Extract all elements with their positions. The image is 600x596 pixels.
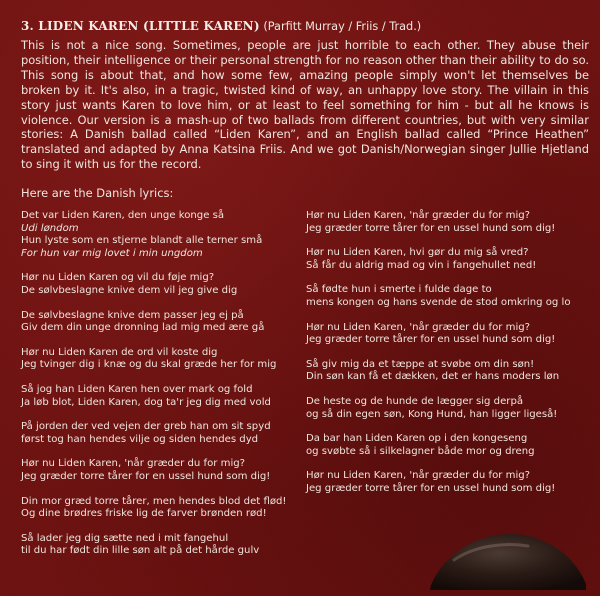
- lyric-line: Jeg tvinger dig i knæ og du skal græde her for mig: [21, 359, 277, 371]
- lyric-line: De heste og de hunde de lægger sig derpå: [306, 395, 524, 407]
- lyric-stanza: [306, 396, 596, 421]
- song-notes-text: This is not a nice song. Sometimes, people are just horrible to each other. They abuse their position, their intelligence or their personal strength for no reason other than their ability to do so. This song is about that, and how some few, amazing people simply won't let themselves be broken by it. It's also, in a tragic, twisted kind of way, an unhappy love story. The villain in this story just wants Karen to love him, or at least to feel something for him - but all he knows is violence. Our version is a mash-up of two ballads from different countries, but with very similar stories: A Danish ballad called “Liden Karen”, and an English ballad called “Prince Heathen” translated and adapted by Anna Katsina Friis. And we got Danish/Norwegian singer Jullie Hjetland to sing it with us for the record.: [21, 38, 589, 172]
- lyric-line: Hør nu Liden Karen, 'når græder du for mig?: [306, 210, 531, 221]
- lyric-line: Jeg græder torre tårer for en ussel hund som dig!: [306, 222, 556, 234]
- lyric-stanza: [306, 470, 596, 495]
- lyric-line: Hør nu Liden Karen, 'når græder du for mig?: [306, 321, 531, 333]
- lyrics-column-left: [21, 210, 296, 570]
- lyric-line: Det var Liden Karen, den unge konge så: [21, 210, 225, 221]
- hat-illustration: [424, 524, 592, 594]
- hat-crown: [430, 534, 586, 590]
- lyrics-column-right: [306, 210, 596, 508]
- lyric-line: til du har født din lille søn alt på det hårde gulv: [21, 545, 260, 557]
- lyric-stanza: [21, 496, 296, 521]
- lyric-line: Og dine brødres friske lig de farver brønden rød!: [21, 508, 267, 520]
- lyric-line: De sølvbeslagne knive dem passer jeg ej på: [21, 309, 244, 321]
- song-notes: [21, 38, 589, 172]
- lyric-stanza: [306, 322, 596, 347]
- lyric-line: Hør nu Liden Karen de ord vil koste dig: [21, 346, 218, 358]
- lyric-line: Hør nu Liden Karen, 'når græder du for mig?: [306, 470, 531, 482]
- lyric-stanza: [306, 247, 596, 272]
- lyric-line: Jeg græder torre tårer for en ussel hund som dig!: [306, 482, 556, 494]
- lyric-line: Så får du aldrig mad og vin i fangehullet ned!: [306, 259, 537, 271]
- song-title: 3. LIDEN KAREN (LITTLE KAREN): [21, 19, 260, 33]
- song-credits: (Parfitt Murray / Friis / Trad.): [263, 20, 422, 33]
- lyric-line: Da bar han Liden Karen op i den kongeseng: [306, 433, 528, 445]
- lyric-stanza: [21, 458, 296, 483]
- lyric-stanza: [21, 310, 296, 335]
- lyric-stanza: [306, 433, 596, 458]
- lyric-line: For hun var mig lovet i min ungdom: [21, 247, 203, 259]
- lyric-line: mens kongen og hans svende de stod omkring og lo: [306, 296, 571, 308]
- lyric-stanza: [21, 533, 296, 558]
- lyric-line: Jeg græder torre tårer for en ussel hund som dig!: [306, 334, 556, 346]
- lyric-line: Hør nu Liden Karen og vil du føje mig?: [21, 272, 215, 284]
- lyric-line: Jeg græder torre tårer for en ussel hund som dig!: [21, 470, 271, 482]
- lyric-line: Hun lyste som en stjerne blandt alle terner små: [21, 235, 263, 247]
- lyric-stanza: [21, 384, 296, 409]
- lyric-line: Så fødte hun i smerte i fulde dage to: [306, 284, 492, 296]
- lyric-line: Hør nu Liden Karen, 'når græder du for mig?: [21, 458, 246, 470]
- lyric-line: og svøbte så i silkelagner både mor og dreng: [306, 445, 535, 457]
- lyric-stanza: [306, 359, 596, 384]
- lyric-line: først tog han hendes vilje og siden hendes dyd: [21, 433, 259, 445]
- lyric-stanza: [21, 421, 296, 446]
- lyric-line: og så din egen søn, Kong Hund, han ligger ligeså!: [306, 408, 558, 420]
- lyric-line: Så jog han Liden Karen hen over mark og fold: [21, 383, 253, 395]
- song-heading: [21, 19, 591, 34]
- lyric-stanza: [21, 272, 296, 297]
- lyric-line: Udi løndom: [21, 222, 79, 234]
- lyric-line: Din mor græd torre tårer, men hendes blod det flød!: [21, 495, 287, 507]
- lyric-stanza: [21, 210, 296, 260]
- lyric-line: Så lader jeg dig sætte ned i mit fangehul: [21, 532, 229, 544]
- lyric-stanza: [306, 210, 596, 235]
- lyrics-intro: Here are the Danish lyrics:: [21, 186, 174, 200]
- lyric-line: På jorden der ved vejen der greb han om sit spyd: [21, 421, 271, 433]
- lyric-line: De sølvbeslagne knive dem vil jeg give dig: [21, 284, 238, 296]
- lyric-line: Ja løb blot, Liden Karen, dog ta'r jeg dig med vold: [21, 396, 271, 408]
- lyric-stanza: [306, 284, 596, 309]
- lyric-stanza: [21, 347, 296, 372]
- lyric-line: Så giv mig da et tæppe at svøbe om din søn!: [306, 358, 535, 370]
- lyric-line: Hør nu Liden Karen, hvi gør du mig så vred?: [306, 247, 529, 259]
- lyric-line: Din søn kan få et dækken, det er hans moders løn: [306, 371, 560, 383]
- lyric-line: Giv dem din unge dronning lad mig med ære gå: [21, 322, 265, 334]
